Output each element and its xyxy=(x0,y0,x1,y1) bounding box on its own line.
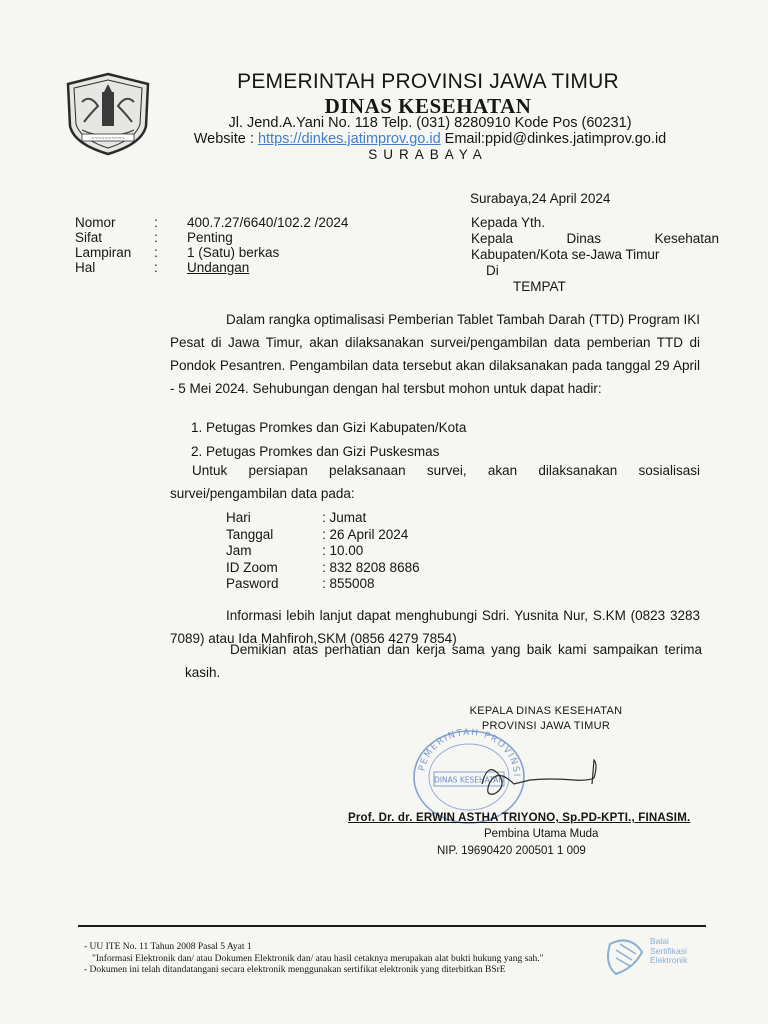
list-item: 2. Petugas Promkes dan Gizi Puskesmas xyxy=(191,444,440,459)
detail-key: Jam xyxy=(226,543,252,558)
recipient-di: Di xyxy=(486,263,499,278)
government-name: PEMERINTAH PROVINSI JAWA TIMUR xyxy=(237,70,619,93)
meta-row-nomor xyxy=(75,215,348,230)
svg-text:~~~~~~~~~~: ~~~~~~~~~~ xyxy=(91,135,125,141)
recipient-title-word: Dinas xyxy=(566,231,601,246)
department-name: DINAS KESEHATAN xyxy=(324,94,532,118)
recipient-title xyxy=(471,231,719,247)
meta-key: Lampiran xyxy=(75,245,132,260)
recipient-title-word: Kesehatan xyxy=(654,231,719,246)
body-paragraph-1: Dalam rangka optimalisasi Pemberian Tablet Tambah Darah (TTD) Program IKI Pesat di Jawa Timur, akan dilaksanakan survei/pengambilan data pemberian TTD di Pondok Pesantren. Pengambilan data tersebut akan dilaksanakan pada tanggal 29 April - 5 Mei 2024. Sehubungan dengan hal tersbut mohon untuk dapat hadir: xyxy=(170,312,700,396)
svg-text:DINAS KESEHATAN: DINAS KESEHATAN xyxy=(434,775,504,785)
meeting-details xyxy=(226,510,420,593)
detail-row xyxy=(226,527,420,544)
footer-notes xyxy=(84,942,604,977)
signatory-name: Prof. Dr. dr. ERWIN ASTHA TRIYONO, Sp.PD-KPTI., FINASIM. xyxy=(348,812,691,824)
body-paragraph-2: Untuk persiapan pelaksanaan survei, akan dilaksanakan sosialisasi survei/pengambilan data pada: xyxy=(170,463,700,501)
detail-value: : Jumat xyxy=(322,510,367,525)
detail-key: Hari xyxy=(226,510,251,525)
recipient-place: TEMPAT xyxy=(513,279,566,294)
body-paragraph-4: Demikian atas perhatian dan kerja sama yang baik kami sampaikan terima kasih. xyxy=(185,642,702,680)
detail-key: ID Zoom xyxy=(226,559,278,575)
signatory-nip: NIP. 19690420 200501 1 009 xyxy=(437,845,586,857)
recipient-salutation: Kepada Yth. xyxy=(471,215,546,230)
signatory-title-line: PROVINSI JAWA TIMUR xyxy=(481,720,611,732)
website-link[interactable]: https://dinkes.jatimprov.go.id xyxy=(257,131,441,147)
meta-value: Penting xyxy=(187,230,233,245)
detail-row xyxy=(226,560,420,577)
body-paragraph-3: Informasi lebih lanjut dapat menghubungi Sdri. Yusnita Nur, S.KM (0823 3283 7089) atau Ida Mahfiroh,SKM (0856 4279 7854) xyxy=(170,608,700,646)
footer-line: - UU ITE No. 11 Tahun 2008 Pasal 5 Ayat 1 xyxy=(84,942,252,952)
recipient-block xyxy=(471,215,719,295)
detail-value: : 10.00 xyxy=(322,543,364,558)
meta-value: 1 (Satu) berkas xyxy=(187,245,280,260)
meta-row-lampiran xyxy=(75,245,348,260)
meta-separator: : xyxy=(154,230,158,245)
detail-value: : 855008 xyxy=(322,576,375,591)
detail-row xyxy=(226,543,420,560)
recipient-region: Kabupaten/Kota se-Jawa Timur xyxy=(471,247,660,262)
meta-row-sifat xyxy=(75,230,348,245)
bsre-text-line: Sertifikasi xyxy=(650,945,687,956)
footer-line: - Dokumen ini telah ditandatangani secara elektronik menggunakan sertifikat elektronik yang diterbitkan BSrE xyxy=(84,965,506,975)
footer-line: "Informasi Elektronik dan/ atau Dokumen Elektronik dan/ atau hasil cetaknya merupakan alat bukti hukung yang sah." xyxy=(92,953,544,964)
meta-key: Sifat xyxy=(75,230,103,245)
website-label: Website : xyxy=(193,131,258,147)
recipient-title-word: Kepala xyxy=(471,231,514,246)
meta-key: Nomor xyxy=(75,215,116,230)
city-name: SURABAYA xyxy=(368,147,488,162)
detail-key: Pasword xyxy=(226,576,279,591)
bsre-logo-text xyxy=(650,937,687,966)
signatory-title-line: KEPALA DINAS KESEHATAN xyxy=(469,705,623,717)
bsre-text-line: Balai xyxy=(650,936,669,946)
letter-meta-block xyxy=(75,215,348,275)
detail-row xyxy=(226,510,420,527)
meta-row-hal xyxy=(75,260,348,275)
province-emblem-logo xyxy=(62,72,154,156)
meta-separator: : xyxy=(154,260,158,275)
detail-value: : 832 8208 8686 xyxy=(322,559,420,575)
footer-divider xyxy=(78,925,706,927)
svg-text:PEMERINTAH PROVINSI: PEMERINTAH PROVINSI xyxy=(417,728,522,779)
meta-key: Hal xyxy=(75,260,96,275)
email-text: Email:ppid@dinkes.jatimprov.go.id xyxy=(440,131,667,147)
detail-key: Tanggal xyxy=(226,526,274,542)
office-address: Jl. Jend.A.Yani No. 118 Telp. (031) 8280910 Kode Pos (60231) xyxy=(228,115,632,131)
meta-separator: : xyxy=(154,245,158,260)
list-item: 1. Petugas Promkes dan Gizi Kabupaten/Kota xyxy=(191,420,467,435)
meta-separator: : xyxy=(154,215,158,230)
detail-value: : 26 April 2024 xyxy=(322,526,409,542)
meta-value-subject: Undangan xyxy=(187,260,250,275)
contact-line xyxy=(160,131,700,147)
detail-row xyxy=(226,576,420,593)
handwritten-signature xyxy=(470,754,610,804)
letter-date: Surabaya,24 April 2024 xyxy=(470,191,611,206)
bsre-text-line: Elektronik xyxy=(650,955,688,965)
meta-value: 400.7.27/6640/102.2 /2024 xyxy=(187,215,349,230)
signatory-rank: Pembina Utama Muda xyxy=(484,828,599,840)
